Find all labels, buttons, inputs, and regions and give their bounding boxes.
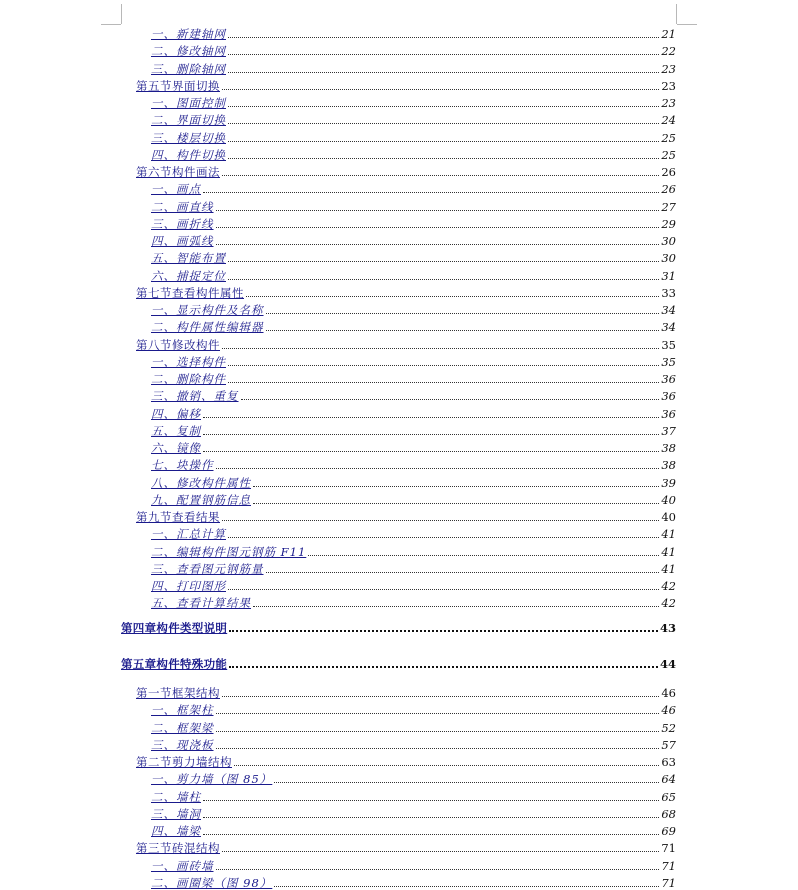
toc-entry-title[interactable]: 二、框架梁: [151, 720, 214, 735]
toc-subsection-entry[interactable]: [151, 542, 676, 559]
toc-subsection-entry[interactable]: [151, 369, 676, 386]
dot-leader: [222, 175, 659, 176]
dot-leader: [216, 227, 660, 228]
toc-page-number: 29: [661, 216, 676, 231]
toc-page-number: 64: [661, 772, 676, 787]
toc-section-entry[interactable]: [136, 752, 676, 769]
dot-leader: [222, 520, 659, 521]
dot-leader: [203, 834, 659, 835]
toc-entry-title[interactable]: 六、镜像: [151, 441, 201, 455]
dot-leader: [266, 330, 660, 331]
toc-subsection-entry[interactable]: [151, 317, 676, 334]
dot-leader: [228, 279, 659, 280]
toc-subsection-entry[interactable]: [151, 145, 676, 162]
toc-subsection-entry[interactable]: [151, 735, 676, 752]
toc-entry-title[interactable]: 第六节构件画法: [136, 165, 220, 179]
toc-page-number: 65: [661, 789, 676, 804]
toc-entry-title[interactable]: 第一节框架结构: [136, 686, 220, 700]
dot-leader: [228, 141, 659, 142]
toc-entry-title[interactable]: 第七节查看构件属性: [136, 285, 244, 300]
toc-page-number: 63: [661, 755, 676, 769]
toc-entry-title[interactable]: 一、显示构件及名称: [151, 303, 264, 317]
toc-page-number: 26: [661, 165, 676, 179]
toc-entry-title[interactable]: 一、选择构件: [151, 354, 226, 369]
dot-leader: [229, 630, 658, 632]
toc-page-number: 25: [661, 147, 676, 162]
toc-page-number: 46: [661, 686, 676, 700]
toc-page-number: 36: [661, 389, 676, 404]
toc-entry-title[interactable]: 三、查看图元钢筋量: [151, 561, 264, 576]
toc-section-entry[interactable]: [136, 162, 676, 179]
dot-leader: [228, 158, 659, 159]
dot-leader: [234, 765, 659, 766]
toc-page-number: 39: [661, 475, 676, 490]
dot-leader: [216, 468, 660, 469]
toc-chapter-entry[interactable]: [121, 654, 676, 671]
toc-page-number: 27: [661, 199, 676, 214]
dot-leader: [203, 800, 659, 801]
toc-subsection-entry[interactable]: [151, 179, 676, 196]
dot-leader: [216, 731, 660, 732]
toc-subsection-entry[interactable]: [151, 700, 676, 717]
dot-leader: [228, 54, 659, 55]
toc-chapter-entry[interactable]: [121, 618, 676, 635]
toc-page-number: 40: [661, 510, 676, 524]
toc-page-number: 43: [659, 620, 676, 635]
toc-subsection-entry[interactable]: [151, 231, 676, 248]
toc-entry-title[interactable]: 二、编辑构件图元钢筋 F11: [151, 544, 307, 559]
crop-mark-top-left-horizontal: [101, 24, 121, 25]
toc-subsection-entry[interactable]: [151, 266, 676, 283]
dot-leader: [253, 606, 659, 607]
toc-page-number: 35: [661, 337, 676, 352]
toc-entry-title[interactable]: 五、复制: [151, 423, 201, 438]
toc-entry-title[interactable]: 二、修改轴网: [151, 44, 226, 59]
toc-page-number: 71: [661, 841, 676, 856]
toc-page-number: 37: [661, 423, 676, 438]
dot-leader: [228, 123, 659, 124]
toc-page-number: 44: [659, 656, 676, 671]
toc-section-entry[interactable]: [136, 76, 676, 93]
dot-leader: [228, 261, 659, 262]
toc-subsection-entry[interactable]: [151, 718, 676, 735]
toc-page-number: 40: [661, 492, 676, 507]
toc-page-number: 34: [661, 303, 676, 317]
dot-leader: [266, 313, 660, 314]
toc-subsection-entry[interactable]: [151, 769, 676, 786]
toc-page-number: 26: [661, 182, 676, 197]
toc-entry-title[interactable]: 二、构件属性编辑器: [151, 320, 264, 335]
toc-page-number: 41: [661, 544, 676, 559]
toc-page-number: 71: [661, 858, 676, 873]
toc-page-number: 38: [661, 441, 676, 455]
dot-leader: [246, 296, 659, 297]
dot-leader: [216, 210, 660, 211]
dot-leader: [203, 434, 659, 435]
toc-entry-title[interactable]: 七、块操作: [151, 458, 214, 473]
toc-subsection-entry[interactable]: [151, 524, 676, 541]
toc-page-number: 31: [661, 268, 676, 283]
toc-page-number: 22: [661, 44, 676, 59]
toc-subsection-entry[interactable]: [151, 404, 676, 421]
toc-page-number: 30: [661, 234, 676, 248]
toc-entry-title[interactable]: 三、楼层切换: [151, 130, 226, 145]
dot-leader: [222, 348, 659, 349]
toc-section-entry[interactable]: [136, 838, 676, 855]
toc-subsection-entry[interactable]: [151, 593, 676, 610]
toc-page-number: 57: [661, 737, 676, 752]
toc-subsection-entry[interactable]: [151, 438, 676, 455]
dot-leader: [228, 72, 659, 73]
toc-entry-title[interactable]: 第八节修改构件: [136, 337, 220, 352]
toc-entry-title[interactable]: 四、打印图形: [151, 579, 226, 593]
toc-entry-title[interactable]: 二、画圈梁（图 98）: [151, 875, 273, 890]
toc-page-number: 25: [661, 130, 676, 145]
dot-leader: [228, 589, 659, 590]
toc-subsection-entry[interactable]: [151, 873, 676, 890]
toc-page-number: 33: [661, 285, 676, 300]
toc-section-entry[interactable]: [136, 335, 676, 352]
dot-leader: [216, 244, 660, 245]
toc-entry-title[interactable]: 三、撤销、重复: [151, 389, 239, 404]
toc-subsection-entry[interactable]: [151, 821, 676, 838]
dot-leader: [203, 451, 659, 452]
toc-section-entry[interactable]: [136, 283, 676, 300]
toc-subsection-entry[interactable]: [151, 856, 676, 873]
toc-entry-title[interactable]: 第五章构件特殊功能: [121, 656, 228, 671]
toc-subsection-entry[interactable]: [151, 214, 676, 231]
toc-entry-title[interactable]: 二、画直线: [151, 199, 214, 214]
toc-subsection-entry[interactable]: [151, 455, 676, 472]
toc-page-number: 21: [661, 27, 676, 41]
dot-leader: [274, 782, 659, 783]
toc-entry-title[interactable]: 一、框架柱: [151, 703, 214, 718]
toc-entry-title[interactable]: 第四章构件类型说明: [121, 620, 228, 635]
toc-page-number: 23: [661, 61, 676, 76]
toc-entry-title[interactable]: 第三节砖混结构: [136, 841, 220, 856]
toc-entry-title[interactable]: 一、汇总计算: [151, 527, 226, 542]
dot-leader: [203, 817, 659, 818]
crop-mark-top-right-vertical: [676, 4, 677, 24]
toc-entry-title[interactable]: 二、删除构件: [151, 372, 226, 386]
toc-entry-title[interactable]: 八、修改构件属性: [151, 475, 251, 490]
dot-leader: [222, 696, 659, 697]
toc-subsection-entry[interactable]: [151, 24, 676, 41]
dot-leader: [216, 748, 660, 749]
dot-leader: [228, 37, 659, 38]
toc-page-number: 41: [661, 527, 676, 542]
toc-page-number: 34: [661, 320, 676, 335]
toc-entry-title[interactable]: 一、新建轴网: [151, 27, 226, 41]
toc-page-number: 71: [661, 875, 676, 890]
toc-page-number: 42: [661, 596, 676, 611]
dot-leader: [203, 192, 659, 193]
toc-section-entry[interactable]: [136, 683, 676, 700]
toc-entry-title[interactable]: 一、剪力墙（图 85）: [151, 772, 273, 787]
toc-page-number: 69: [661, 824, 676, 838]
crop-mark-top-right-horizontal: [677, 24, 697, 25]
dot-leader: [253, 486, 659, 487]
toc-entry-title[interactable]: 第九节查看结果: [136, 510, 220, 524]
toc-entry-title[interactable]: 五、查看计算结果: [151, 596, 251, 611]
toc-entry-title[interactable]: 九、配置钢筋信息: [151, 492, 251, 507]
toc-entry-title[interactable]: 三、删除轴网: [151, 61, 226, 76]
toc-entry-title[interactable]: 三、墙洞: [151, 806, 201, 821]
toc-entry-title[interactable]: 四、构件切换: [151, 147, 226, 162]
dot-leader: [216, 713, 660, 714]
dot-leader: [228, 106, 659, 107]
toc-subsection-entry[interactable]: [151, 248, 676, 265]
toc-subsection-entry[interactable]: [151, 197, 676, 214]
toc-subsection-entry[interactable]: [151, 110, 676, 127]
toc-page-number: 52: [661, 720, 676, 735]
toc-page-number: 24: [661, 113, 676, 128]
dot-leader: [241, 399, 660, 400]
toc-entry-title[interactable]: 一、画点: [151, 182, 201, 197]
toc-entry-title[interactable]: 四、偏移: [151, 406, 201, 421]
toc-page-number: 30: [661, 251, 676, 266]
dot-leader: [308, 555, 659, 556]
toc-subsection-entry[interactable]: [151, 787, 676, 804]
toc-entry-title[interactable]: 第五节界面切换: [136, 78, 220, 93]
toc-entry-title[interactable]: 四、墙梁: [151, 824, 201, 838]
crop-mark-top-left-vertical: [121, 4, 122, 24]
dot-leader: [228, 537, 659, 538]
dot-leader: [222, 89, 659, 90]
dot-leader: [228, 365, 659, 366]
toc-entry-title[interactable]: 第二节剪力墙结构: [136, 755, 232, 769]
toc-subsection-entry[interactable]: [151, 352, 676, 369]
toc-page-number: 36: [661, 372, 676, 386]
dot-leader: [266, 572, 660, 573]
toc-subsection-entry[interactable]: [151, 300, 676, 317]
toc-subsection-entry[interactable]: [151, 59, 676, 76]
toc-entry-title[interactable]: 一、画砖墙: [151, 858, 214, 873]
toc-entry-title[interactable]: 三、现浇板: [151, 737, 214, 752]
toc-page-number: 36: [661, 406, 676, 421]
toc-page-number: 35: [661, 354, 676, 369]
toc-entry-title[interactable]: 四、画弧线: [151, 234, 214, 248]
dot-leader: [228, 382, 659, 383]
toc-entry-title[interactable]: 六、捕捉定位: [151, 268, 226, 283]
toc-subsection-entry[interactable]: [151, 421, 676, 438]
dot-leader: [216, 869, 660, 870]
toc-page-number: 41: [661, 561, 676, 576]
toc-subsection-entry[interactable]: [151, 473, 676, 490]
toc-entry-title[interactable]: 一、图面控制: [151, 96, 226, 110]
toc-page-number: 68: [661, 806, 676, 821]
toc-subsection-entry[interactable]: [151, 490, 676, 507]
toc-entry-title[interactable]: 二、墙柱: [151, 789, 201, 804]
toc-subsection-entry[interactable]: [151, 128, 676, 145]
toc-page-number: 23: [661, 78, 676, 93]
toc-subsection-entry[interactable]: [151, 576, 676, 593]
toc-page-number: 38: [661, 458, 676, 473]
dot-leader: [222, 851, 659, 852]
toc-section-entry[interactable]: [136, 507, 676, 524]
toc-page-number: 42: [661, 579, 676, 593]
toc-page-number: 46: [661, 703, 676, 718]
dot-leader: [229, 666, 658, 668]
toc-entry-title[interactable]: 五、智能布置: [151, 251, 226, 266]
toc-subsection-entry[interactable]: [151, 804, 676, 821]
toc-subsection-entry[interactable]: [151, 386, 676, 403]
dot-leader: [253, 503, 659, 504]
toc-page-number: 23: [661, 96, 676, 110]
toc-subsection-entry[interactable]: [151, 559, 676, 576]
dot-leader: [203, 417, 659, 418]
toc-subsection-entry[interactable]: [151, 93, 676, 110]
toc-entry-title[interactable]: 二、界面切换: [151, 113, 226, 128]
toc-entry-title[interactable]: 三、画折线: [151, 216, 214, 231]
dot-leader: [274, 886, 659, 887]
toc-subsection-entry[interactable]: [151, 41, 676, 58]
